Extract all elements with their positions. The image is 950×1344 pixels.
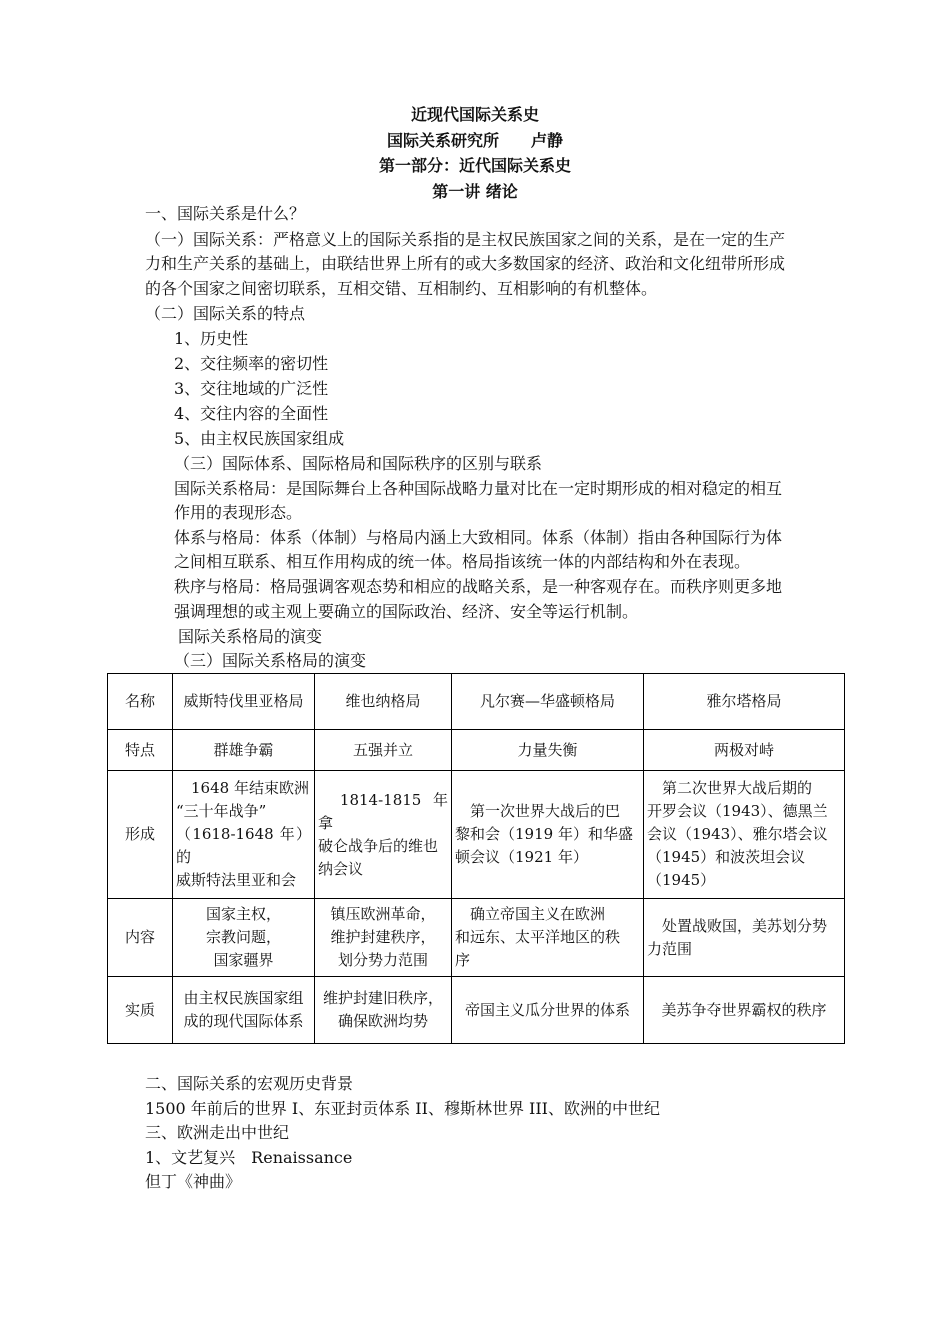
table-cell: 第二次世界大战后期的 开罗会议（1943）、德黑兰 会议（1943）、雅尔塔会议 （1945）和波茨坦会议 （1945）	[644, 771, 845, 899]
section1-heading: 一、国际关系是什么？	[145, 204, 306, 223]
table-cell: 美苏争夺世界霸权的秩序	[644, 977, 845, 1044]
order-pattern-line-1: 秩序与格局：格局强调客观态势和相应的战略关系，是一种客观存在。而秩序则更多地	[174, 577, 783, 596]
definition-line-2: 力和生产关系的基础上，由联结世界上所有的或大多数国家的经济、政治和文化纽带所形成	[145, 254, 786, 273]
feature-item: 4、交往内容的全面性	[174, 404, 329, 423]
pattern-table	[107, 673, 845, 1044]
feature-item: 5、由主权民族国家组成	[174, 429, 345, 448]
evolution-heading: （三）国际关系格局的演变	[174, 651, 367, 670]
institute-author: 国际关系研究所 卢静	[386, 131, 563, 150]
part-title: 第一部分：近代国际关系史	[378, 156, 571, 175]
row-label: 名称	[108, 674, 173, 730]
table-cell: 两极对峙	[644, 730, 845, 771]
renaissance-line: 1、文艺复兴 Renaissance	[145, 1148, 353, 1167]
lecture-title: 第一讲 绪论	[432, 182, 518, 201]
world-background-line: 1500 年前后的世界 I、东亚封贡体系 II、穆斯林世界 III、欧洲的中世纪	[145, 1099, 660, 1118]
doc-title: 近现代国际关系史	[410, 105, 539, 124]
pattern-definition-line-1: 国际关系格局：是国际舞台上各种国际战略力量对比在一定时期形成的相对稳定的相互	[174, 479, 783, 498]
feature-item: 1、历史性	[174, 329, 249, 348]
table-cell: 凡尔赛—华盛顿格局	[452, 674, 644, 730]
definition-line-3: 的各个国家之间密切联系，互相交错、互相制约、互相影响的有机整体。	[145, 279, 658, 298]
table-cell: 力量失衡	[452, 730, 644, 771]
section2-heading: 二、国际关系的宏观历史背景	[145, 1074, 354, 1093]
table-cell: 维护封建旧秩序， 确保欧洲均势	[315, 977, 452, 1044]
table-cell: 维也纳格局	[315, 674, 452, 730]
table-row	[108, 977, 845, 1044]
table-cell: 第一次世界大战后的巴 黎和会（1919 年）和华盛 顿会议（1921 年）	[452, 771, 644, 899]
table-cell: 群雄争霸	[173, 730, 315, 771]
features-heading: （二）国际关系的特点	[145, 304, 306, 323]
table-cell: 帝国主义瓜分世界的体系	[452, 977, 644, 1044]
pattern-definition-line-2: 作用的表现形态。	[174, 503, 303, 522]
difference-heading: （三）国际体系、国际格局和国际秩序的区别与联系	[174, 454, 543, 473]
table-row	[108, 674, 845, 730]
row-label: 内容	[108, 899, 173, 977]
table-row	[108, 771, 845, 899]
feature-item: 2、交往频率的密切性	[174, 354, 329, 373]
row-label: 形成	[108, 771, 173, 899]
table-cell: 1814-1815 年拿 破仑战争后的维也 纳会议	[315, 771, 452, 899]
table-cell: 处置战败国，美苏划分势 力范围	[644, 899, 845, 977]
table-cell: 威斯特伐里亚格局	[173, 674, 315, 730]
row-label: 特点	[108, 730, 173, 771]
table-row	[108, 899, 845, 977]
table-cell: 确立帝国主义在欧洲 和远东、太平洋地区的秩 序	[452, 899, 644, 977]
table-cell: 国家主权， 宗教问题， 国家疆界	[173, 899, 315, 977]
section3-heading: 三、欧洲走出中世纪	[145, 1123, 290, 1142]
table-cell: 镇压欧洲革命， 维护封建秩序， 划分势力范围	[315, 899, 452, 977]
table-cell: 五强并立	[315, 730, 452, 771]
order-pattern-line-2: 强调理想的或主观上要确立的国际政治、经济、安全等运行机制。	[174, 602, 639, 621]
table-cell: 雅尔塔格局	[644, 674, 845, 730]
table-cell: 1648 年结束欧洲 “三十年战争” （1618-1648 年）的 威斯特法里亚和会	[173, 771, 315, 899]
definition-line-1: （一）国际关系：严格意义上的国际关系指的是主权民族国家之间的关系，是在一定的生产	[145, 230, 786, 249]
dante-line: 但丁《神曲》	[145, 1172, 242, 1191]
table-cell: 由主权民族国家组 成的现代国际体系	[173, 977, 315, 1044]
system-pattern-line-2: 之间相互联系、相互作用构成的统一体。格局指该统一体的内部结构和外在表现。	[174, 552, 751, 571]
system-pattern-line-1: 体系与格局：体系（体制）与格局内涵上大致相同。体系（体制）指由各种国际行为体	[174, 528, 783, 547]
table-row	[108, 730, 845, 771]
evolution-line: 国际关系格局的演变	[178, 627, 323, 646]
feature-item: 3、交往地域的广泛性	[174, 379, 329, 398]
row-label: 实质	[108, 977, 173, 1044]
